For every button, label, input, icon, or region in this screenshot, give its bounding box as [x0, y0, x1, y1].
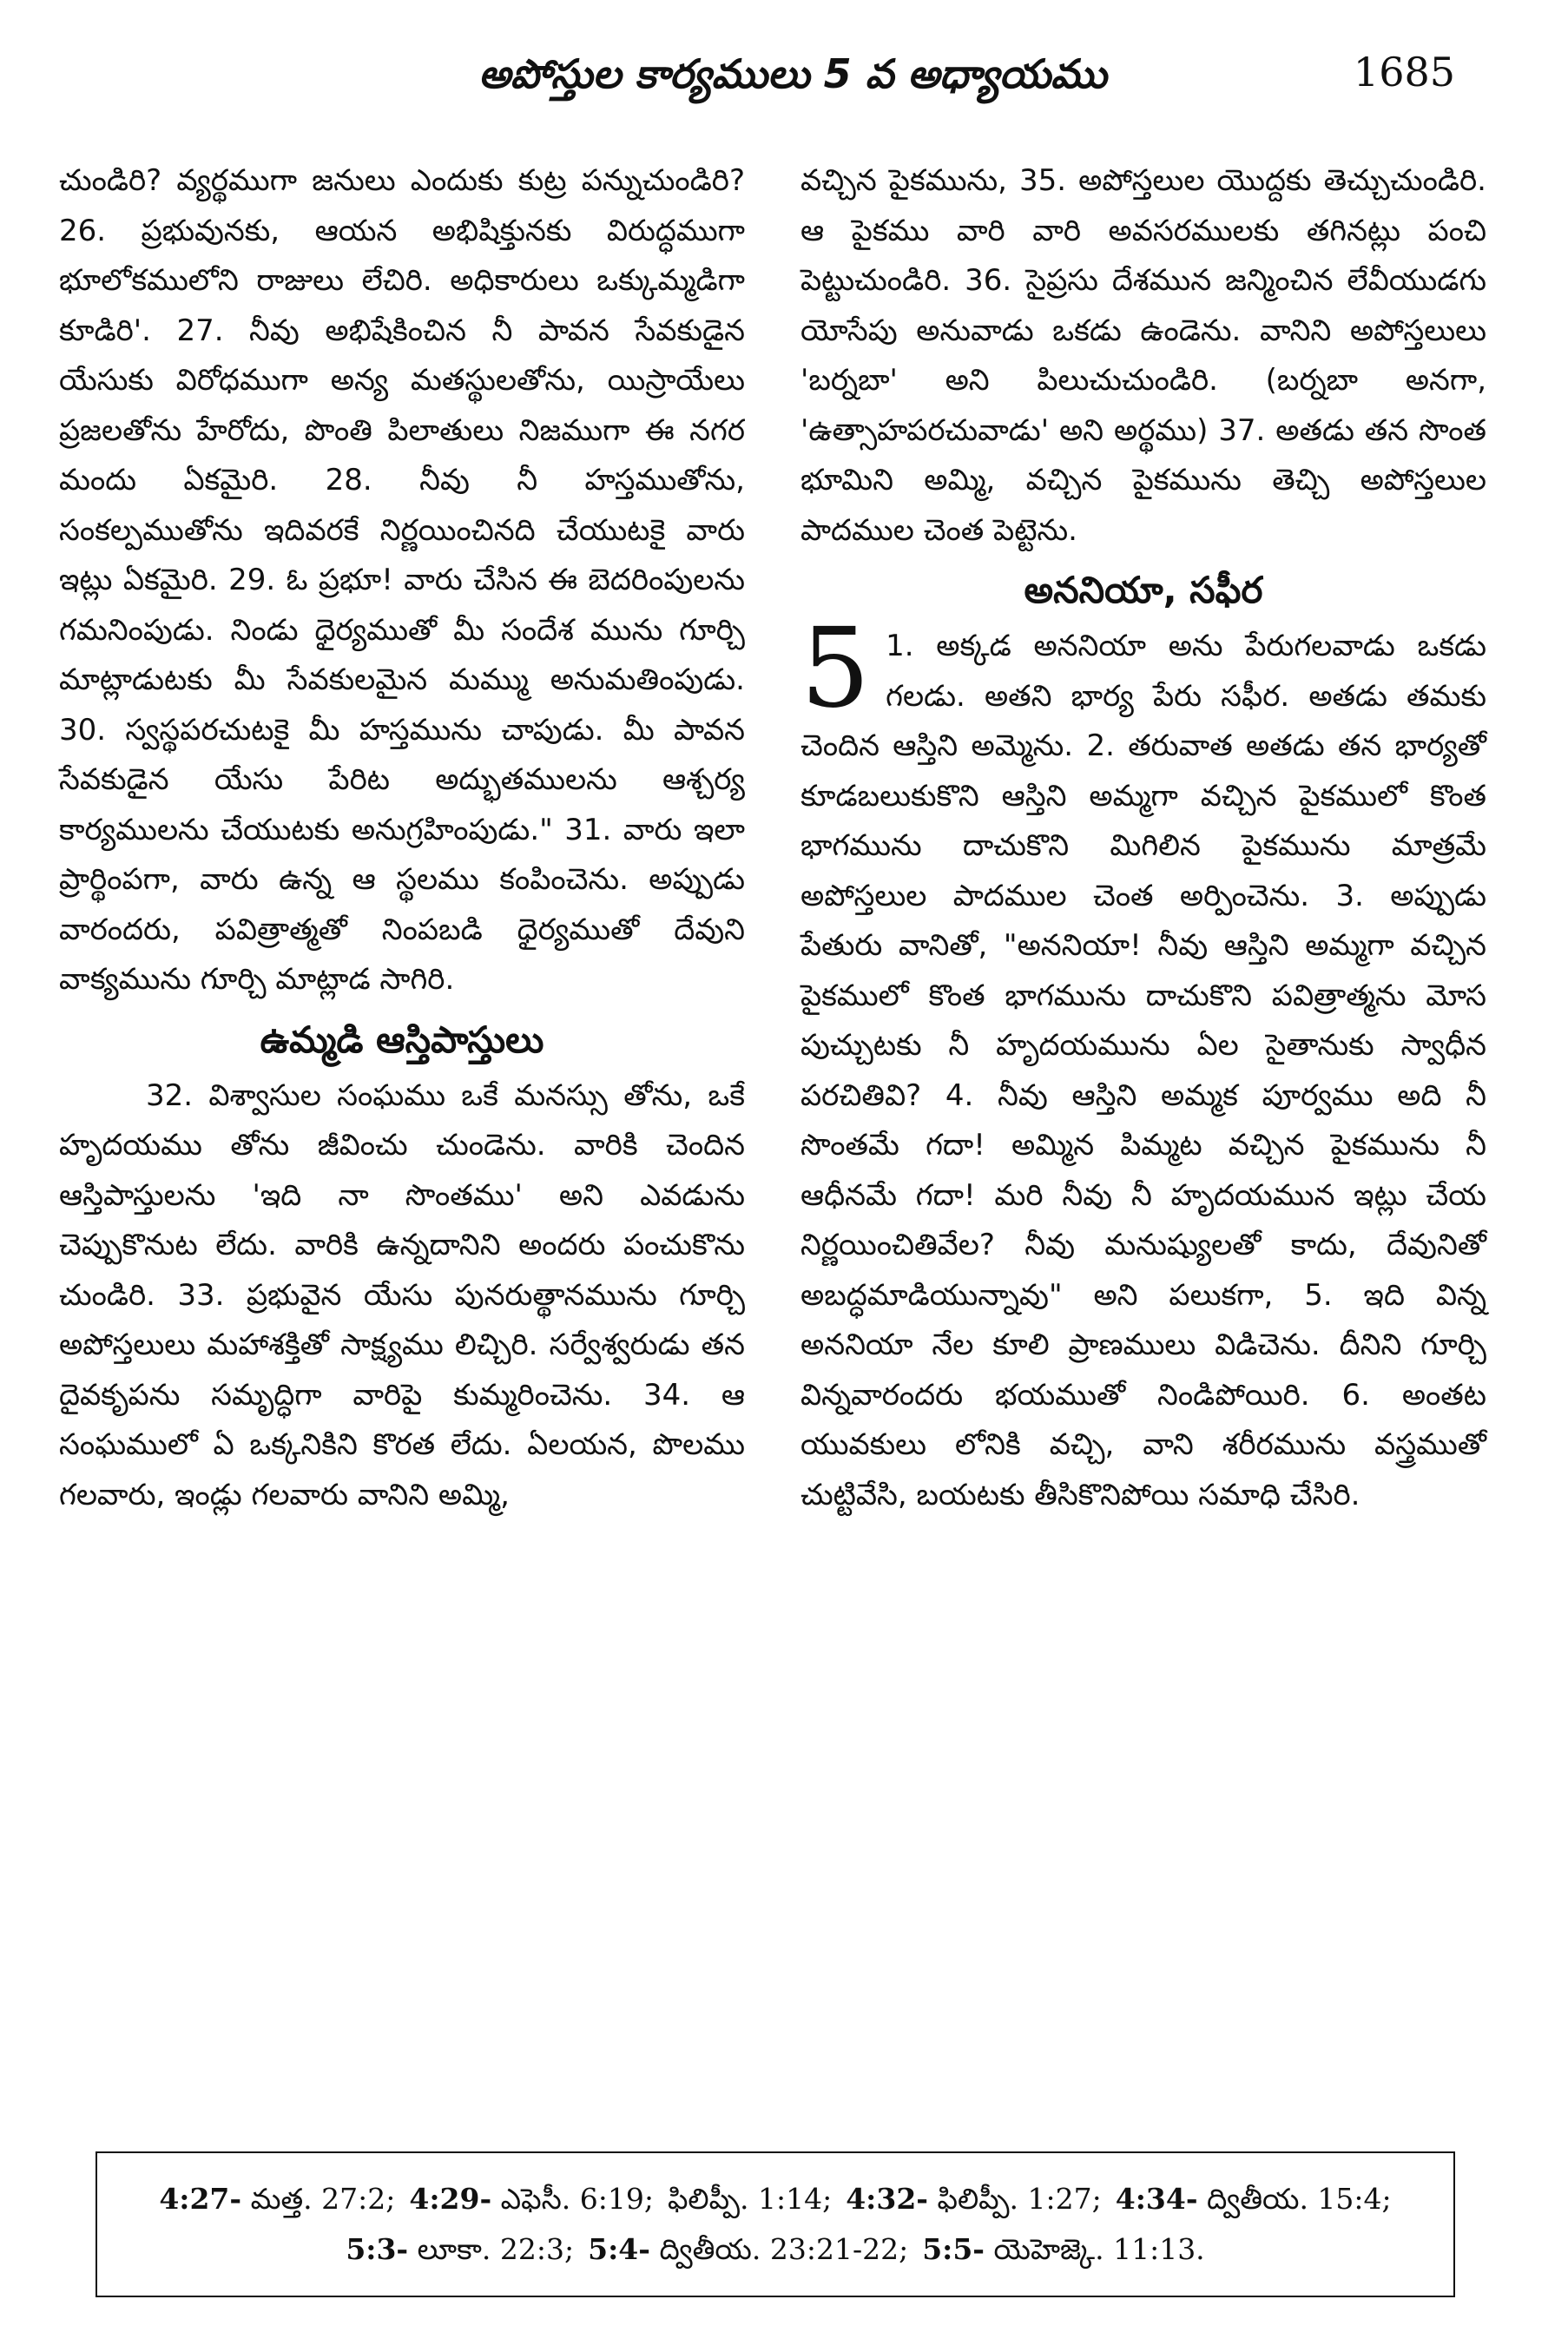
footnote-entry — [346, 2224, 574, 2275]
footnote-text: ఫిలిప్పీ. 1:27; — [937, 2182, 1102, 2216]
footnote-entry — [846, 2174, 1102, 2224]
footnote-text: మత్త. 27:2; — [250, 2182, 396, 2216]
right-column — [800, 156, 1486, 1520]
page-header — [130, 40, 1455, 118]
footnote-ref: 4:34- — [1115, 2182, 1198, 2216]
chapter-5-text: 1. అక్కడ అననియా అను పేరుగలవాడు ఒకడు గలడు. అతని భార్య పేరు సఫీర. అతడు తమకు చెందిన ఆస్తిని అమ్మెను. 2. తరువాత అతడు తన భార్యతో కూడబలుకుకొని ఆస్తిని అమ్మగా వచ్చిన పైకములో కొంత భాగమును దాచుకొని మిగిలిన పైకమును మాత్రమే అపోస్తలుల పాదముల చెంత అర్పించెను. 3. అప్పుడు పేతురు వానితో, "అననియా! నీవు ఆస్తిని అమ్మగా వచ్చిన పైకములో కొంత భాగమును దాచుకొని పవిత్రాత్మను మోస పుచ్చుటకు నీ హృదయమును ఏల సైతానుకు స్వాధీన పరచితివి? 4. నీవు ఆస్తిని అమ్మక పూర్వము అది నీ సొంతమే గదా! అమ్మిన పిమ్మట వచ్చిన పైకమును నీ ఆధీనమే గదా! మరి నీవు నీ హృదయమున ఇట్లు చేయ నిర్ణయించితివేల? నీవు మనుష్యులతో కాదు, దేవునితో అబద్ధమాడియున్నావు" అని పలుకగా, 5. ఇది విన్న అననియా నేల కూలి ప్రాణములు విడిచెను. దీనిని గూర్చి విన్నవారందరు భయముతో నిండిపోయిరి. 6. అంతట యువకులు లోనికి వచ్చి, వాని శరీరమును వస్త్రముతో చుట్టివేసి, బయటకు తీసికొనిపోయి సమాధి చేసిరి. — [800, 629, 1486, 1512]
footnote-text: ద్వితీయ. 15:4; — [1207, 2182, 1392, 2216]
footnote-entry — [1116, 2174, 1392, 2224]
footnote-ref: 5:4- — [588, 2232, 650, 2266]
verses-4-25-to-4-31: చుండిరి? వ్యర్థముగా జనులు ఎందుకు కుట్ర పన్నుచుండిరి? 26. ప్రభువునకు, ఆయన అభిషిక్తునకు విరుద్ధముగా భూలోకములోని రాజులు లేచిరి. అధికారులు ఒక్కుమ్మడిగా కూడిరి'. 27. నీవు అభిషేకించిన నీ పావన సేవకుడైన యేసుకు విరోధముగా అన్య మతస్థులతోను, యిస్రాయేలు ప్రజలతోను హేరోదు, పొంతి పిలాతులు నిజముగా ఈ నగర మందు ఏకమైరి. 28. నీవు నీ హస్తముతోను, సంకల్పముతోను ఇదివరకే నిర్ణయించినది చేయుటకై వారు ఇట్లు ఏకమైరి. 29. ఓ ప్రభూ! వారు చేసిన ఈ బెదరింపులను గమనింపుడు. నిండు ధైర్యముతో మీ సందేశ మును గూర్చి మాట్లాడుటకు మీ సేవకులమైన మమ్ము అనుమతింపుడు. 30. స్వస్థపరచుటకై మీ హస్తమును చాపుడు. మీ పావన సేవకుడైన యేసు పేరిట అద్భుతములను ఆశ్చర్య కార్యములను చేయుటకు అనుగ్రహింపుడు." 31. వారు ఇలా ప్రార్థింపగా, వారు ఉన్న ఆ స్థలము కంపించెను. అప్పుడు వారందరు, పవిత్రాత్మతో నింపబడి ధైర్యముతో దేవుని వాక్యమును గూర్చి మాట్లాడ సాగిరి. — [59, 163, 745, 997]
footnote-entry — [668, 2174, 832, 2224]
footnote-ref: 4:32- — [846, 2182, 928, 2216]
running-title: అపోస్తుల కార్యములు 5 వ అధ్యాయము — [478, 50, 1107, 97]
footnote-ref: 4:29- — [409, 2182, 492, 2216]
footnote-entry — [409, 2174, 654, 2224]
footnote-entry — [922, 2224, 1204, 2275]
footnote-ref: 5:3- — [346, 2232, 409, 2266]
section-heading-ananias-sapphira: అననియా, సఫీర — [1024, 569, 1263, 611]
verses-4-32-to-4-34: 32. విశ్వాసుల సంఘము ఒకే మనస్సు తోను, ఒకే హృదయము తోను జీవించు చుండెను. వారికి చెందిన ఆస్తిపాస్తులను 'ఇది నా సొంతము' అని ఎవడును చెప్పుకొనుట లేదు. వారికి ఉన్నదానిని అందరు పంచుకొను చుండిరి. 33. ప్రభువైన యేసు పునరుత్థానమును గూర్చి అపోస్తలులు మహాశక్తితో సాక్ష్యము లిచ్చిరి. సర్వేశ్వరుడు తన దైవకృపను సమృద్ధిగా వారిపై కుమ్మరించెను. 34. ఆ సంఘములో ఏ ఒక్కనికిని కొరత లేదు. ఏలయన, పొలము గలవారు, ఇండ్లు గలవారు వానిని అమ్మి, — [59, 1077, 745, 1512]
left-column — [59, 156, 745, 1520]
footnote-ref: 4:27- — [159, 2182, 242, 2216]
footnote-line-1 — [152, 2174, 1398, 2224]
footnote-text: ద్వితీయ. 23:21-22; — [659, 2232, 909, 2266]
verses-5-1-to-5-6 — [800, 604, 1486, 1520]
footnote-text: ఫిలిప్పీ. 1:14; — [667, 2182, 833, 2216]
footnote-text: ఎఫెసీ. 6:19; — [500, 2182, 654, 2216]
page-number: 1685 — [1353, 49, 1455, 96]
footnote-ref: 5:5- — [922, 2232, 985, 2266]
cross-reference-footnotes — [96, 2151, 1455, 2297]
footnote-entry — [159, 2174, 395, 2224]
footnote-text: లూకా. 22:3; — [417, 2232, 575, 2266]
verses-4-34-to-4-37: వచ్చిన పైకమును, 35. అపోస్తలుల యొద్దకు తెచ్చుచుండిరి. ఆ పైకము వారి వారి అవసరములకు తగినట్లు పంచి పెట్టుచుండిరి. 36. సైప్రసు దేశమున జన్మించిన లేవీయుడగు యోసేపు అనువాడు ఒకడు ఉండెను. వానిని అపోస్తలులు 'బర్నబా' అని పిలుచుచుండిరి. (బర్నబా అనగా, 'ఉత్సాహపరచువాడు' అని అర్థము) 37. అతడు తన సొంత భూమిని అమ్మి, వచ్చిన పైకమును తెచ్చి అపోస్తలుల పాదముల చెంత పెట్టెను. — [800, 163, 1486, 548]
footnote-line-2 — [339, 2224, 1211, 2275]
footnote-entry — [588, 2224, 908, 2275]
footnote-text: యెహెజ్కె. 11:13. — [993, 2232, 1205, 2266]
chapter-number: 5 — [800, 604, 871, 732]
section-heading-common-property: ఉమ్మడి ఆస్తిపాస్తులు — [260, 1018, 544, 1061]
